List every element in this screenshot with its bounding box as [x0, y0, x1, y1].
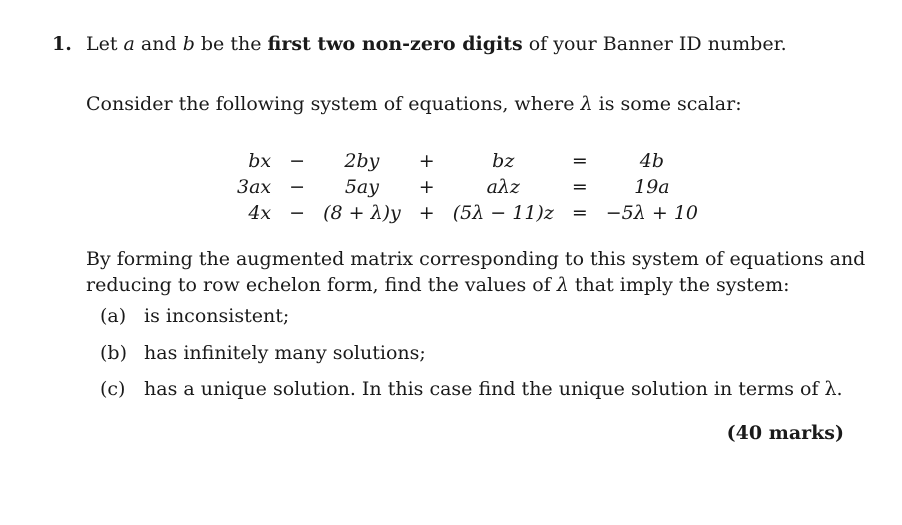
line1-text-3: be the — [194, 33, 268, 55]
intro-text-2: is some scalar: — [592, 93, 742, 115]
part-label: (a) — [100, 305, 127, 327]
eq-term-x: 3ax — [237, 176, 272, 198]
eq-equals: = — [571, 150, 588, 172]
eq-term-x: bx — [248, 150, 272, 172]
eq-term-z: aλz — [486, 176, 520, 198]
eq-operator: − — [289, 150, 306, 172]
eq-operator: − — [289, 202, 306, 224]
part-text: has a unique solution. In this case find the unique solution in terms of λ. — [144, 378, 843, 400]
eq-equals: = — [571, 176, 588, 198]
para-text-1: By forming the augmented matrix corresponding to this system of equations and reducing to row echelon form, find the values of — [86, 248, 866, 296]
eq-equals: = — [571, 202, 588, 224]
variable-a: a — [123, 33, 135, 55]
eq-operator: − — [289, 176, 306, 198]
eq-operator: + — [418, 176, 435, 198]
eq-term-y: 5ay — [344, 176, 379, 198]
equation-row — [228, 148, 707, 174]
part-c — [100, 378, 843, 400]
intro-sentence — [86, 93, 742, 115]
equation-system — [228, 148, 707, 226]
instruction-paragraph — [86, 246, 866, 298]
line1-text-2: and — [134, 33, 183, 55]
intro-text-1: Consider the following system of equations, where — [86, 93, 581, 115]
lambda-symbol: λ — [580, 93, 593, 115]
line1-text-1: Let — [86, 33, 124, 55]
part-a — [100, 305, 289, 327]
equation-row — [228, 200, 707, 226]
eq-term-z: (5λ − 11)z — [452, 202, 554, 224]
eq-rhs: 19a — [634, 176, 670, 198]
line1-text-4: of your Banner ID number. — [522, 33, 787, 55]
part-text: is inconsistent; — [144, 305, 290, 327]
lambda-symbol: λ — [556, 274, 569, 296]
eq-term-x: 4x — [248, 202, 272, 224]
eq-term-z: bz — [492, 150, 515, 172]
eq-operator: + — [418, 202, 435, 224]
eq-rhs: 4b — [639, 150, 665, 172]
line1-bold-phrase: first two non-zero digits — [267, 33, 523, 55]
equation-row — [228, 174, 707, 200]
eq-term-y: (8 + λ)y — [323, 202, 401, 224]
question-number: 1. — [52, 33, 72, 55]
eq-term-y: 2by — [344, 150, 380, 172]
para-text-2: that imply the system: — [568, 274, 790, 296]
part-b — [100, 342, 426, 364]
variable-b: b — [182, 33, 195, 55]
part-text: has infinitely many solutions; — [144, 342, 426, 364]
question-header — [52, 33, 787, 55]
marks-label: (40 marks) — [726, 422, 844, 444]
eq-operator: + — [418, 150, 435, 172]
part-label: (c) — [100, 378, 126, 400]
part-label: (b) — [100, 342, 127, 364]
eq-rhs: −5λ + 10 — [605, 202, 698, 224]
